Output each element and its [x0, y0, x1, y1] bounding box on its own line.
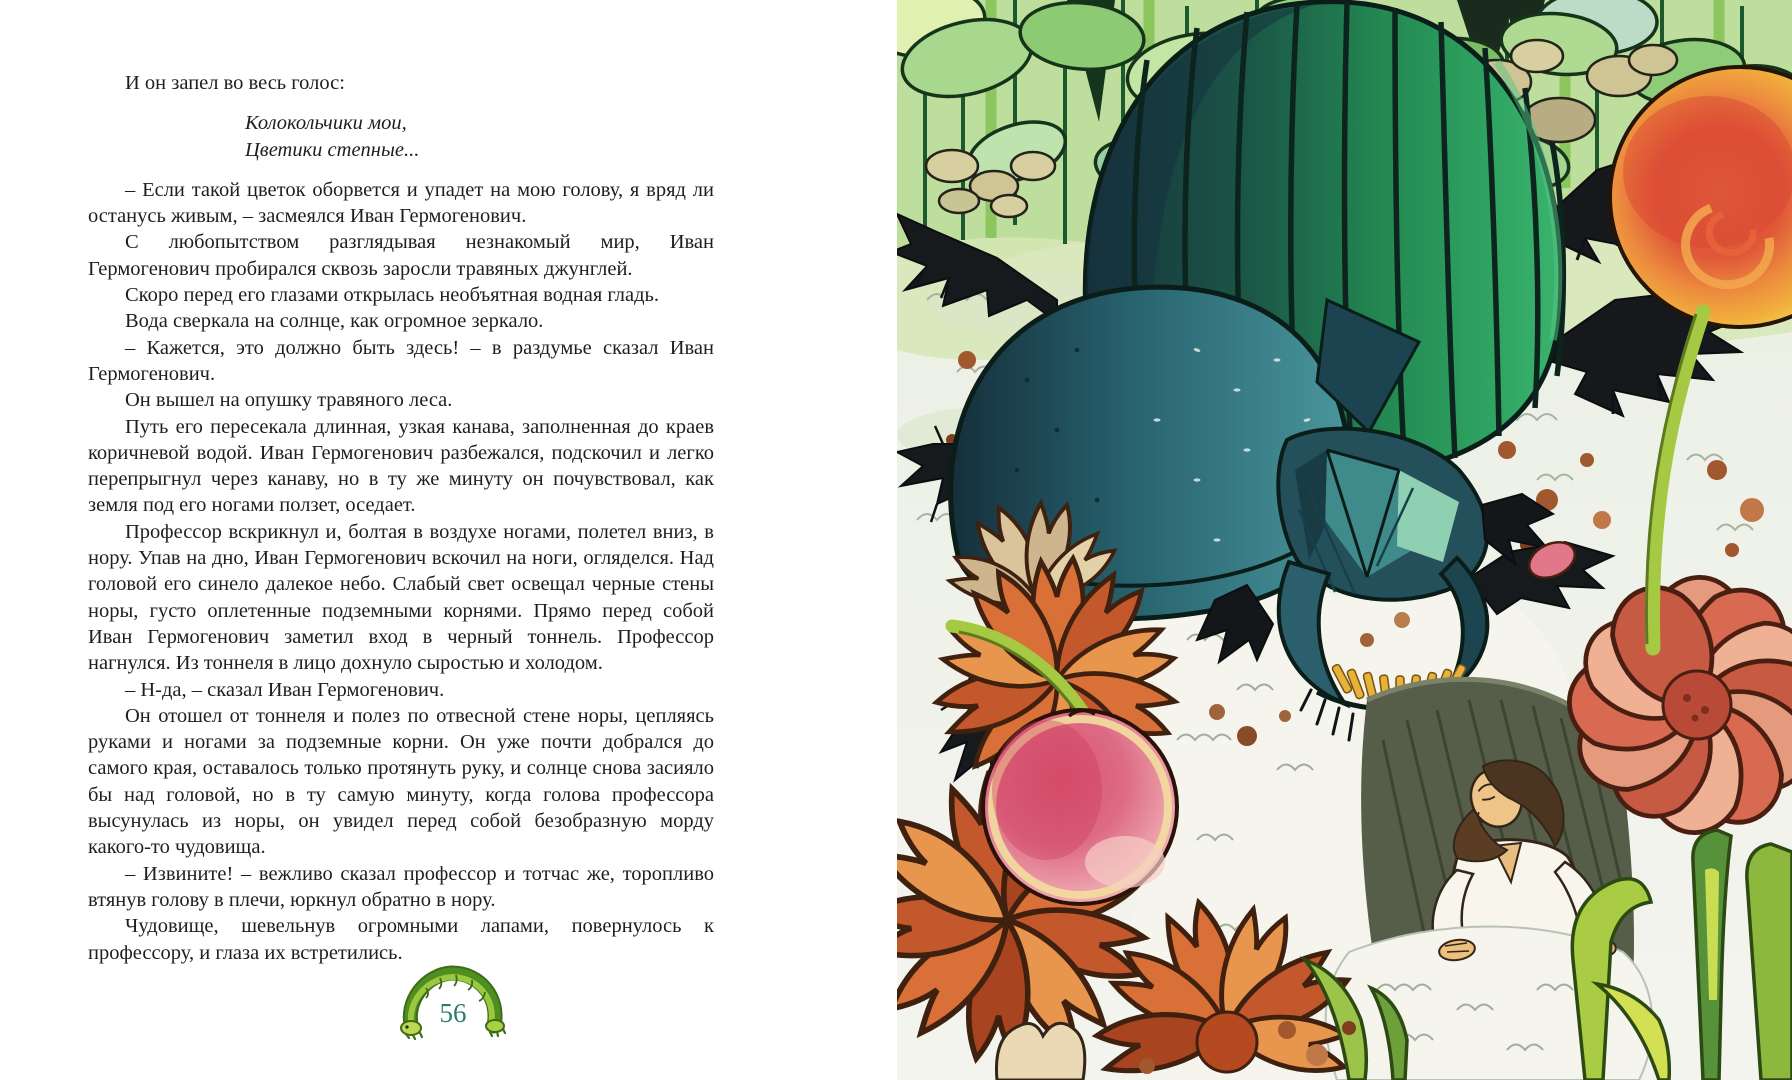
paragraph: Вода сверкала на солнце, как огромное зеркало. — [125, 310, 544, 333]
paragraph: – Извините! – вежливо сказал профессор и тотчас же, торопливо втянув голову в плечи, юркнул обратно в нору. — [88, 862, 714, 911]
poem-block — [245, 110, 714, 163]
paragraph: Скоро перед его глазами открылась необъятная водная гладь. — [125, 284, 660, 307]
paragraph: Профессор вскрикнул и, болтая в воздухе ногами, полетел вниз, в нору. Упав на дно, Иван Гермогенович вскочил на ноги, огляделся. Над головой его синело далекое небо. Слабый свет освещал черные стены норы, густо оплетенные подземными корнями. Прямо перед собой Иван Гермогенович заметил вход в черный тоннель. Профессор нагнулся. Из тоннеля в лицо дохнуло сыростью и холодом. — [88, 520, 714, 675]
text-column — [88, 70, 714, 966]
paragraph: – Если такой цветок оборвется и упадет на мою голову, я вряд ли останусь живым, – засмеялся Иван Гермогенович. — [88, 178, 714, 228]
paragraph: Он отошел от тоннеля и полез по отвесной стене норы, цепляясь руками и ногами за подземные корни. Он уже почти добрался до самого края, оставалось только протянуть руку, и солнце снова засияло бы над головой, но в ту самую минуту, когда голова профессора высунулась из норы, он увидел перед собой безобразную морду какого-то чудовища. — [88, 704, 714, 859]
illustration-dung-beetle — [897, 0, 1792, 1080]
page-number: 56 — [439, 998, 467, 1028]
page-number-ornament — [396, 962, 512, 1050]
right-page — [897, 0, 1792, 1080]
paragraph: – Кажется, это должно быть здесь! – в раздумье сказал Иван Гермогенович. — [88, 336, 714, 385]
paragraph: Чудовище, шевельнув огромными лапами, повернулось к профессору, и глаза их встретились. — [88, 915, 714, 964]
paragraph: – Н-да, – сказал Иван Гермогенович. — [125, 678, 445, 701]
caterpillar-icon — [396, 962, 512, 1050]
paragraph: Он вышел на опушку травяного леса. — [125, 389, 453, 412]
poem-line: Колокольчики мои, — [245, 112, 407, 135]
poem-line: Цветики степные... — [245, 138, 420, 161]
intro-line: И он запел во весь голос: — [125, 72, 345, 94]
paragraph: С любопытством разглядывая незнакомый мир, Иван Гермогенович пробирался сквозь заросли травяных джунглей. — [88, 231, 714, 280]
paragraph: Путь его пересекала длинная, узкая канава, заполненная до краев коричневой водой. Иван Гермогенович разбежался, подскочил и легко перепрыгнул через канаву, но в ту же минуту он почувствовал, как земля под его ногами ползет, оседает. — [88, 415, 714, 517]
